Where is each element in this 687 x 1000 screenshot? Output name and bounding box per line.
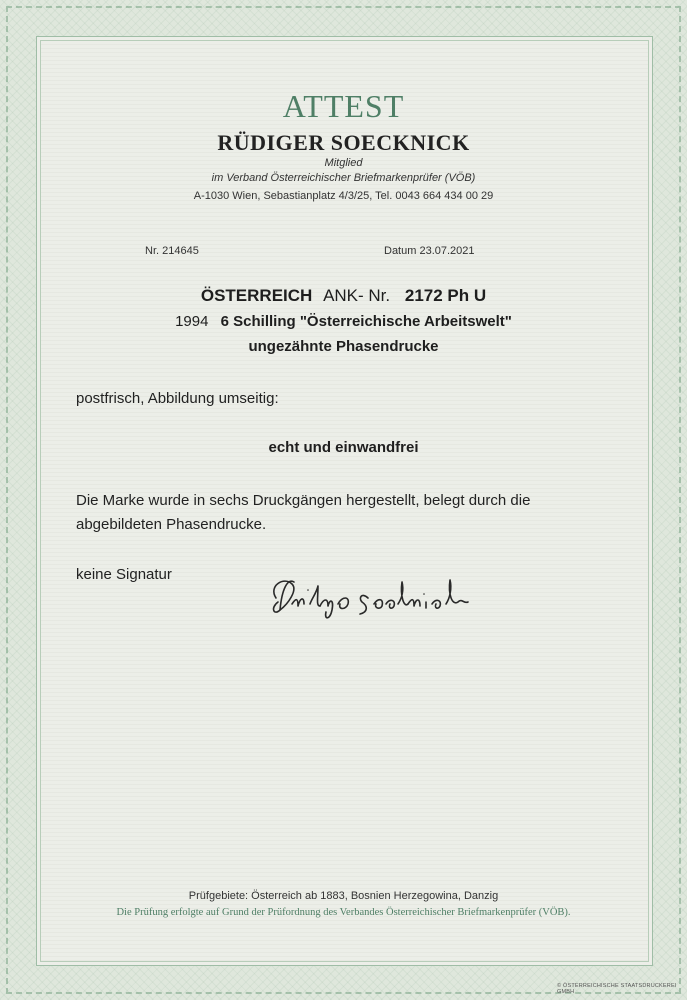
examination-areas: Prüfgebiete: Österreich ab 1883, Bosnien Herzegowina, Danzig — [188, 890, 499, 902]
regulation-note: Die Prüfung erfolgte auf Grund der Prüfordnung des Verbandes Österreichischer Briefmarkenprüfer (VÖB). — [116, 907, 571, 918]
stamp-subject: 6 Schilling "Österreichische Arbeitswelt" — [220, 313, 512, 330]
certificate-number: Nr. 214645 — [145, 245, 199, 257]
condition-text: postfrisch, Abbildung umseitig: — [76, 390, 279, 407]
association-line: im Verband Österreichischer Briefmarkenprüfer (VÖB) — [211, 172, 476, 184]
description-text: Die Marke wurde in sechs Druckgängen hergestellt, belegt durch die abgebildeten Phasendrucke. — [76, 492, 531, 533]
stamp-year: 1994 — [175, 313, 209, 330]
ank-label: ANK- Nr. — [323, 286, 391, 305]
handwritten-signature — [258, 568, 488, 628]
attest-title: ATTEST — [282, 88, 405, 124]
stamp-variant: ungezähnte Phasendrucke — [248, 338, 439, 355]
printer-copyright: © ÖSTERREICHISCHE STAATSDRUCKEREI GMBH — [557, 983, 677, 995]
member-label: Mitglied — [324, 157, 363, 169]
signature-note: keine Signatur — [76, 566, 172, 583]
stamp-line — [0, 313, 687, 330]
verdict-text: echt und einwandfrei — [268, 439, 419, 456]
examiner-name: RÜDIGER SOECKNICK — [217, 130, 470, 155]
catalog-line — [0, 286, 687, 306]
address-line: A-1030 Wien, Sebastianplatz 4/3/25, Tel. 0043 664 434 00 29 — [193, 190, 494, 202]
ank-number: 2172 Ph U — [404, 286, 487, 305]
certificate-date: Datum 23.07.2021 — [384, 245, 475, 257]
country: ÖSTERREICH — [200, 286, 313, 305]
